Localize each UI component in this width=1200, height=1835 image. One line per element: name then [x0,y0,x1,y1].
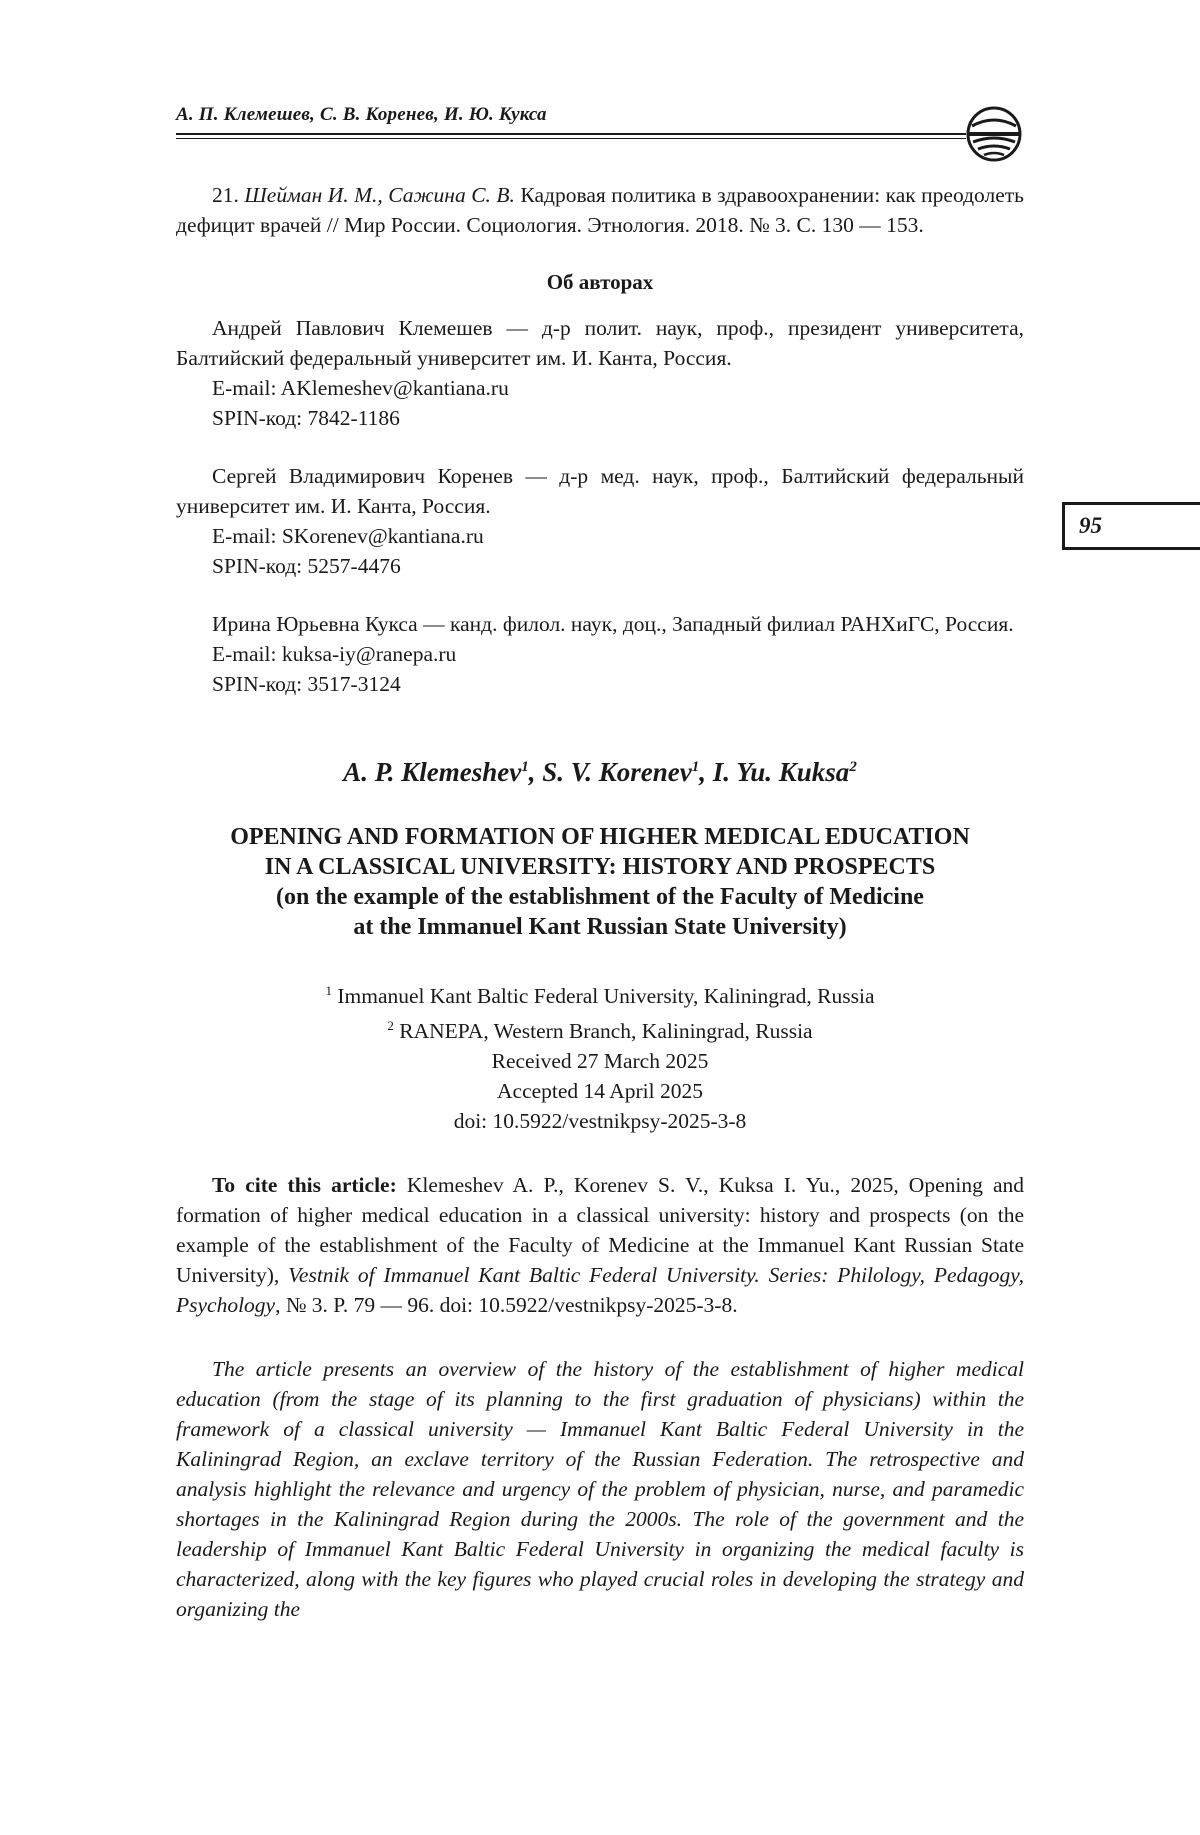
author-affil-mark: 1 [521,759,529,775]
cite-text-end: , № 3. P. 79 — 96. doi: 10.5922/vestnikpsy-2025-3-8. [275,1293,738,1318]
abstract: The article presents an overview of the history of the establishment of higher medical education (from the stage of its planning to the first graduation of physicians) within the framework of a classical university — Immanuel Kant Baltic Federal University in the Kaliningrad Region, an exclave territory of the Russian Federation. The retrospective and analysis highlight the relevance and urgency of the problem of physician, nurse, and paramedic shortages in the Kaliningrad Region during the 2000s. The role of the government and the leadership of Immanuel Kant Baltic Federal University in organizing the medical faculty is characterized, along with the key figures who played crucial roles in developing the strategy and organizing the [176,1357,1024,1622]
author-block [176,461,1024,581]
title-line: at the Immanuel Kant Russian State University) [353,914,847,940]
page-number: 95 [1079,513,1102,538]
reference-text: Кадровая политика в здравоохранении: как преодолеть дефицит врачей // Мир России. Социология. Этнология. 2018. № 3. С. 130 — 153. [176,183,1024,237]
cite-journal: Vestnik of Immanuel Kant Baltic Federal University. Series: Philology, Pedagogy, Psychology [176,1263,1024,1318]
header-rule [176,133,966,135]
author-email: E-mail: kuksa-iy@ranepa.ru [212,642,457,666]
affiliation-text: RANEPA, Western Branch, Kaliningrad, Russia [393,1019,813,1044]
header-rule-thin [176,138,966,139]
affiliations-block [176,976,1024,1136]
author-sep: , [528,757,543,787]
received-date: Received 27 March 2025 [491,1049,709,1074]
title-line: IN A CLASSICAL UNIVERSITY: HISTORY AND PROSPECTS [264,854,936,880]
author-block [176,313,1024,433]
author-block [176,609,1024,699]
cite-text: Klemeshev A. P., Korenev S. V., Kuksa I. Yu., 2025, Opening and formation of higher medical education in a classical university: history and prospects (on the example of the establishment of the Faculty of Medicine at the Immanuel Kant Russian State University), [176,1173,1024,1288]
author-email: E-mail: SKorenev@kantiana.ru [212,524,484,548]
reference-item [176,180,1024,240]
reference-authors: Шейман И. М., Сажина С. В. [244,183,515,207]
affiliation [176,1011,1024,1046]
affiliation [176,976,1024,1011]
affil-mark: 1 [325,983,332,998]
author-spin: SPIN-код: 7842-1186 [212,406,400,430]
cite-label: To cite this article: [212,1173,397,1198]
citation [176,1170,1024,1320]
running-head: А. П. Клемешев, С. В. Коренев, И. Ю. Кукса [176,104,547,125]
doi: doi: 10.5922/vestnikpsy-2025-3-8 [453,1109,747,1134]
author-spin: SPIN-код: 3517-3124 [212,672,401,696]
author-bio: Андрей Павлович Клемешев — д-р полит. наук, проф., президент университета, Балтийский федеральный университет им. И. Канта, Россия. [176,316,1024,370]
title-line: (on the example of the establishment of the Faculty of Medicine [276,884,924,910]
author-affil-mark: 1 [691,759,700,775]
author-sep: , [699,757,713,787]
journal-logo-icon [964,104,1024,164]
author-name: S. V. Korenev [542,757,692,787]
page-number-box [1062,502,1200,550]
author-affil-mark: 2 [849,759,857,775]
author-name: A. P. Klemeshev [343,757,522,787]
author-bio: Сергей Владимирович Коренев — д-р мед. наук, проф., Балтийский федеральный университет им. И. Канта, Россия. [176,464,1024,518]
accepted-date: Accepted 14 April 2025 [497,1079,703,1104]
author-bio: Ирина Юрьевна Кукса — канд. филол. наук, доц., Западный филиал РАНХиГС, Россия. [212,612,1014,636]
affiliation-text: Immanuel Kant Baltic Federal University, Kaliningrad, Russia [331,984,875,1009]
author-spin: SPIN-код: 5257-4476 [212,554,401,578]
author-name: I. Yu. Kuksa [712,757,850,787]
about-authors-heading: Об авторах [546,270,654,294]
article-title [176,822,1024,942]
english-authors [176,757,1024,788]
page-content [176,180,1024,1624]
author-email: E-mail: AKlemeshev@kantiana.ru [212,376,509,400]
reference-number: 21. [212,183,239,207]
title-line: OPENING AND FORMATION OF HIGHER MEDICAL EDUCATION [230,824,970,850]
affil-mark: 2 [387,1018,394,1034]
